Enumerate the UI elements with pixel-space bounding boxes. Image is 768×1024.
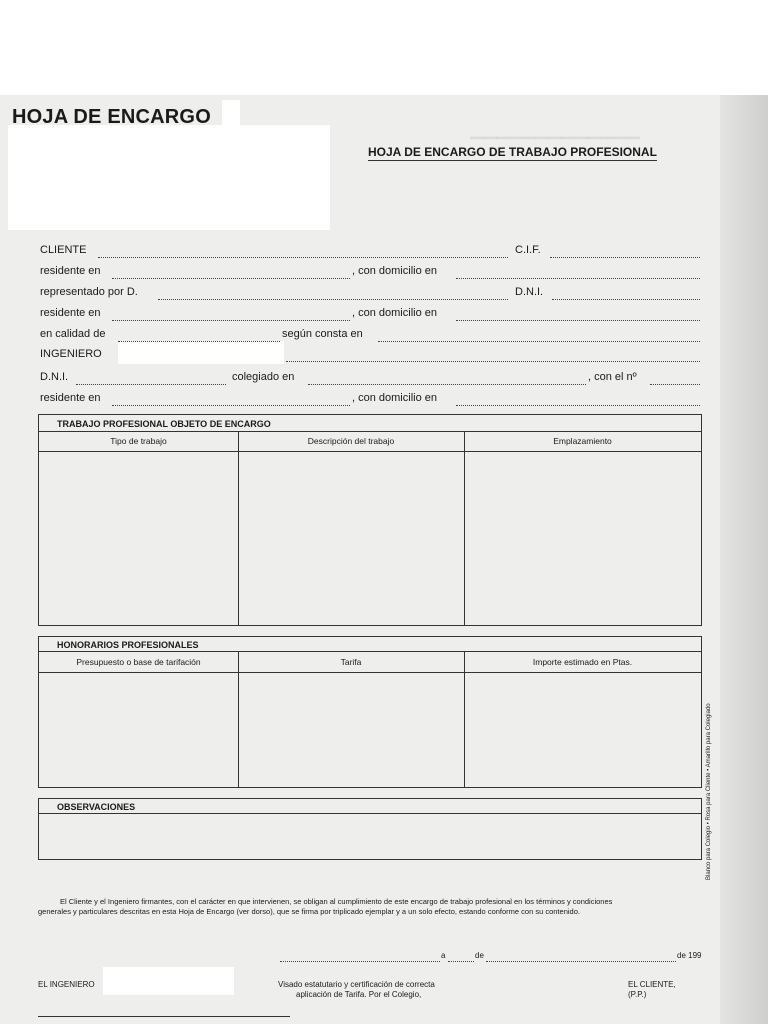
redaction-block-header <box>8 125 330 230</box>
cliente-pp-label: (P.P.) <box>628 990 647 999</box>
segun-consta-field[interactable] <box>378 340 700 342</box>
honorarios-presupuesto-cell[interactable] <box>39 673 238 786</box>
redaction-block-signature <box>103 967 234 995</box>
trabajo-section-title: TRABAJO PROFESIONAL OBJETO DE ENCARGO <box>57 419 271 429</box>
visado-line-2: aplicación de Tarifa. Por el Colegio, <box>296 990 422 999</box>
domicilio-field-3[interactable] <box>456 404 700 406</box>
honorarios-col-presupuesto: Presupuesto o base de tarifación <box>76 657 201 667</box>
form-subtitle: HOJA DE ENCARGO DE TRABAJO PROFESIONAL <box>368 145 657 159</box>
residente-label-1: residente en <box>40 265 101 277</box>
copy-color-note: Blanco para Colegio • Rosa para Cliente • Amarillo para Colegiado <box>706 703 712 880</box>
date-de-label: de <box>475 951 484 960</box>
redaction-block-ingeniero <box>118 341 284 364</box>
ingeniero-field[interactable] <box>286 360 700 362</box>
residente-field-2[interactable] <box>112 319 350 321</box>
observaciones-section <box>38 798 702 860</box>
date-month-field[interactable] <box>486 960 676 962</box>
cif-field[interactable] <box>550 256 700 258</box>
domicilio-label-3: , con domicilio en <box>352 392 437 404</box>
honorarios-section <box>38 636 702 788</box>
trabajo-col-tipo: Tipo de trabajo <box>110 436 167 446</box>
honorarios-col-tarifa: Tarifa <box>340 657 362 667</box>
ingeniero-label: INGENIERO <box>40 348 102 360</box>
ingeniero-signature-label: EL INGENIERO <box>38 980 95 989</box>
trabajo-descripcion-cell[interactable] <box>239 452 464 624</box>
honorarios-tarifa-cell[interactable] <box>239 673 464 786</box>
residente-label-3: residente en <box>40 392 101 404</box>
dni-label-1: D.N.I. <box>515 286 544 298</box>
trabajo-col-descripcion: Descripción del trabajo <box>307 436 395 446</box>
trabajo-emplazamiento-cell[interactable] <box>465 452 701 624</box>
date-day-field[interactable] <box>448 960 474 962</box>
date-place-field[interactable] <box>280 960 440 962</box>
domicilio-field-1[interactable] <box>456 277 700 279</box>
trabajo-tipo-cell[interactable] <box>39 452 238 624</box>
redaction-block-title-edge <box>222 100 240 128</box>
visado-line-1: Visado estatutario y certificación de correcta <box>278 980 435 989</box>
residente-label-2: residente en <box>40 307 101 319</box>
residente-field-3[interactable] <box>112 404 350 406</box>
observaciones-section-title: OBSERVACIONES <box>57 802 136 812</box>
observaciones-field[interactable] <box>39 814 701 858</box>
colegiado-field[interactable] <box>308 383 586 385</box>
calidad-field[interactable] <box>118 340 280 342</box>
page-edge-shadow <box>720 95 768 1024</box>
date-a-label: a <box>441 951 446 960</box>
representado-field[interactable] <box>158 298 508 300</box>
dni-label-2: D.N.I. <box>40 371 69 383</box>
honorarios-section-title: HONORARIOS PROFESIONALES <box>57 640 199 650</box>
form-title: HOJA DE ENCARGO <box>12 106 211 128</box>
numero-label: , con el nº <box>588 371 637 383</box>
dni-field-1[interactable] <box>552 298 700 300</box>
trabajo-section <box>38 414 702 626</box>
cliente-label: CLIENTE <box>40 244 87 256</box>
cliente-signature-label: EL CLIENTE, <box>628 980 676 989</box>
cliente-field[interactable] <box>98 256 508 258</box>
segun-consta-label: según consta en <box>282 328 363 340</box>
residente-field-1[interactable] <box>112 277 350 279</box>
numero-field[interactable] <box>650 383 700 385</box>
cif-label: C.I.F. <box>515 244 541 256</box>
domicilio-field-2[interactable] <box>456 319 700 321</box>
honorarios-col-importe: Importe estimado en Ptas. <box>532 657 633 667</box>
dni-field-2[interactable] <box>76 383 226 385</box>
honorarios-title-rule <box>39 651 701 652</box>
domicilio-label-1: , con domicilio en <box>352 265 437 277</box>
domicilio-label-2: , con domicilio en <box>352 307 437 319</box>
trabajo-col-emplazamiento: Emplazamiento <box>553 436 612 446</box>
representado-label: representado por D. <box>40 286 138 298</box>
trabajo-title-rule <box>39 431 701 432</box>
colegiado-label: colegiado en <box>232 371 295 383</box>
legal-text-line-1: El Cliente y el Ingeniero firmantes, con el carácter en que intervienen, se obligan al cumplimiento de este encargo de trabajo profesional en los términos y condiciones <box>60 897 613 906</box>
legal-text-line-2: generales y particulares descritas en esta Hoja de Encargo (ver dorso), que se firma por triplicado ejemplar y a un solo efecto, estando conforme con su contenido. <box>38 907 580 916</box>
calidad-label: en calidad de <box>40 328 106 340</box>
ingeniero-signature-line <box>38 1016 290 1017</box>
honorarios-importe-cell[interactable] <box>465 673 701 786</box>
date-year-label: de 199 <box>677 951 702 960</box>
